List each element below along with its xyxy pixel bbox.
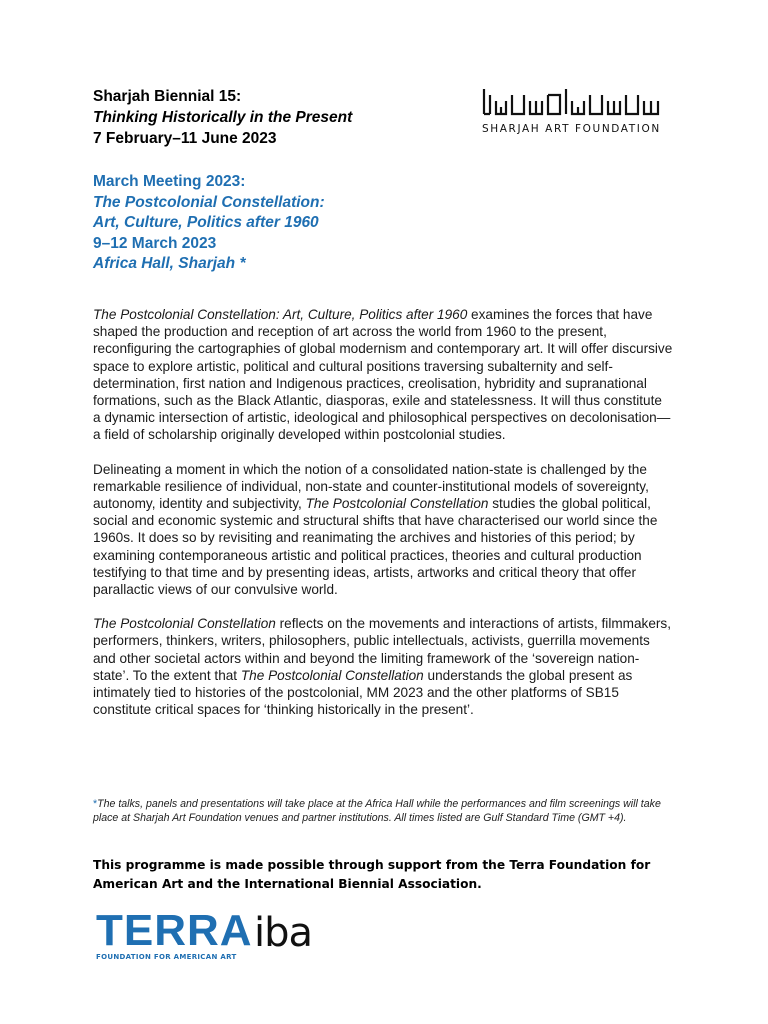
paragraph-3	[93, 615, 673, 718]
italic-title: The Postcolonial Constellation	[305, 496, 489, 512]
footnote-text: The talks, panels and presentations will take place at the Africa Hall while the performances and film screenings will take place at Sharjah Art Foundation venues and partner institutions. All times listed are Gulf Standard Time (GMT +4).	[93, 798, 661, 824]
meeting-subtitle-1: The Postcolonial Constellation:	[93, 193, 325, 211]
terra-wordmark: TERRA	[96, 906, 253, 955]
body-text	[93, 306, 673, 735]
logo-name: SHARJAH ART FOUNDATION	[482, 123, 661, 135]
italic-title: The Postcolonial Constellation: Art, Culture, Politics after 1960	[93, 307, 468, 322]
meeting-venue: Africa Hall, Sharjah *	[93, 255, 246, 272]
italic-title: The Postcolonial Constellation	[240, 667, 424, 683]
meeting-header	[93, 172, 325, 275]
paragraph-text: studies the global political, social and economic systemic and structural shifts that have characterised our world since the 1960s. It does so by revisiting and reanimating the archives and histories of this period; by examining contemporaneous artistic and political practices, theories and cultural production testifying to that time and by presenting ideas, artists, artworks and critical theory that offer parallactic views of our convulsive world.	[93, 496, 658, 598]
terra-foundation-logo	[96, 906, 253, 961]
iba-logo: iba	[254, 910, 313, 956]
paragraph-text: examines the forces that have shaped the production and reception of art across the world from 1960 to the present, reconfiguring the cartographies of global modernism and contemporary art. It will offer discursive space to explore artistic, political and cultural positions traversing subalternity and self-determination, first nation and Indigenous practices, creolisation, hybridity and supranational formations, such as the Black Atlantic, diasporas, exile and statelessness. It will thus constitute a dynamic intersection of artistic, ideological and philosophical perspectives on decolonisation—a field of scholarship originally developed within postcolonial studies.	[93, 307, 673, 443]
paragraph-text: Delineating a moment in which the notion of a consolidated nation-state is challenged by the remarkable resilience of individual, non-state and counter-institutional models of sovereignty, autonomy, identity and subjectivity,	[93, 461, 649, 512]
event-subtitle: Thinking Historically in the Present	[93, 109, 353, 126]
support-statement: This programme is made possible through support from the Terra Foundation for American Art and the International Biennial Association.	[93, 858, 651, 891]
footnote	[93, 797, 673, 825]
meeting-dates: 9–12 March 2023	[93, 234, 217, 252]
footnote-star: *	[93, 798, 98, 810]
event-dates: 7 February–11 June 2023	[93, 130, 277, 147]
paragraph-1	[93, 306, 673, 444]
event-title: Sharjah Biennial 15:	[93, 88, 242, 105]
event-header	[93, 86, 352, 149]
meeting-title: March Meeting 2023:	[93, 173, 246, 190]
sharjah-art-foundation-logo	[482, 87, 662, 135]
meeting-subtitle-2: Art, Culture, Politics after 1960	[93, 214, 319, 231]
saf-logo-mark-icon	[482, 87, 662, 117]
paragraph-text: understands the global present as intimately tied to histories of the postcolonial, MM 2023 and the other platforms of SB15 constitute critical spaces for ‘thinking historically in the present’.	[93, 667, 633, 718]
paragraph-2	[93, 461, 673, 599]
terra-subtitle: FOUNDATION FOR AMERICAN ART	[96, 953, 237, 961]
paragraph-text: reflects on the movements and interactions of artists, filmmakers, performers, thinkers, writers, philosophers, public intellectuals, activists, guerrilla movements and other societal actors within and beyond the limiting framework of the ‘sovereign nation-state’. To the extent that	[93, 616, 672, 683]
italic-title: The Postcolonial Constellation	[93, 616, 276, 632]
